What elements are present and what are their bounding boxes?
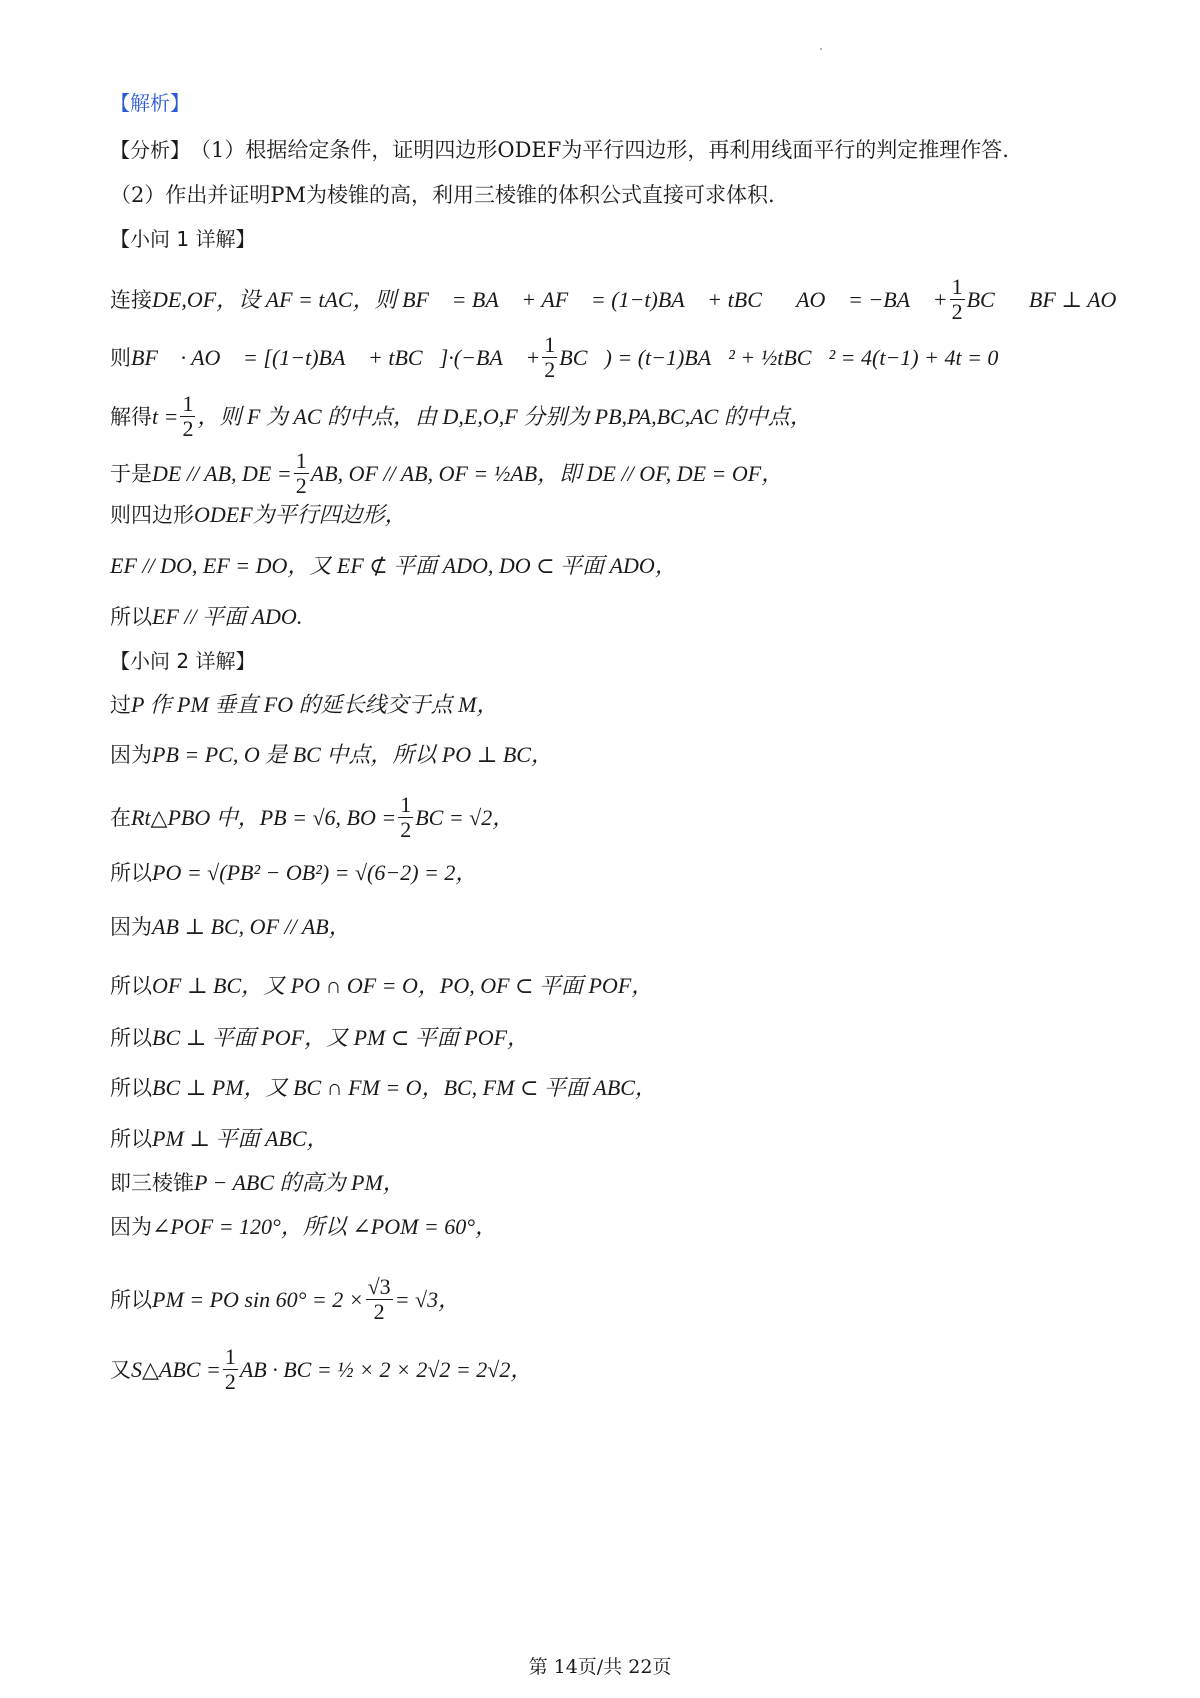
line-prefix: 因为	[110, 915, 152, 939]
part2-line-6	[110, 971, 1140, 1001]
part1-line-5	[110, 500, 1140, 530]
line-prefix: 则四边形	[110, 503, 194, 527]
line-prefix: 在	[110, 805, 131, 830]
part2-line-5	[110, 912, 1140, 942]
line-prefix: 所以	[110, 605, 152, 629]
line-prefix: 即三棱锥	[110, 1171, 194, 1195]
part1-line-4	[110, 449, 1140, 498]
line-prefix: 所以	[110, 1076, 152, 1100]
line-prefix: 于是	[110, 461, 152, 486]
line-prefix: 因为	[110, 743, 152, 767]
math-expression-tail: AB, OF // AB, OF = ½AB，即 DE // OF, DE = OF，	[310, 460, 784, 486]
fraction-denominator: 2	[182, 416, 194, 441]
fraction-numerator: 1	[295, 448, 307, 473]
fraction	[366, 1275, 393, 1324]
part2-heading	[110, 646, 1140, 676]
analysis-line-1	[110, 135, 1140, 165]
math-expression: EF // DO, EF = DO，又 EF ⊄ 平面 ADO, DO ⊂ 平面 ADO，	[110, 553, 677, 578]
fraction-numerator: 1	[182, 391, 194, 416]
line-prefix: 所以	[110, 974, 152, 998]
math-expression: EF // 平面 ADO.	[152, 604, 303, 629]
part1-line-3	[110, 392, 1140, 441]
math-expression: AB ⊥ BC, OF // AB，	[152, 914, 351, 939]
line-prefix: 所以	[110, 1026, 152, 1050]
fraction-numerator: 1	[951, 274, 963, 299]
line-prefix: 解得	[110, 404, 152, 429]
part1-heading	[110, 224, 1140, 254]
fraction-numerator: 1	[544, 332, 556, 357]
math-expression: BC ⊥ 平面 POF，又 PM ⊂ 平面 POF，	[152, 1025, 530, 1050]
part1-line-7	[110, 602, 1140, 632]
math-expression: DE // AB, DE =	[152, 460, 292, 486]
math-expression: P 作 PM 垂直 FO 的延长线交于点 M，	[131, 692, 499, 717]
fraction	[398, 793, 413, 842]
math-expression-tail: 为平行四边形，	[252, 502, 407, 527]
analysis-text-1: （1）根据给定条件，证明四边形ODEF为平行四边形，再利用线面平行的判定推理作答.	[190, 138, 1009, 162]
part1-line-1	[110, 275, 1140, 324]
fraction	[223, 1345, 238, 1394]
math-expression: P − ABC 的高为 PM，	[194, 1170, 405, 1195]
fraction	[542, 333, 557, 382]
math-expression-tail: ，则 F 为 AC 的中点，由 D,E,O,F 分别为 PB,PA,BC,AC 的中点，	[197, 403, 812, 429]
line-prefix: 因为	[110, 1215, 152, 1239]
line-prefix: 过	[110, 693, 131, 717]
part2-line-13	[110, 1345, 1140, 1394]
part1-line-6	[110, 551, 1140, 581]
part2-heading-text: 【小问 2 详解】	[110, 649, 256, 673]
math-expression: Rt△PBO 中，PB = √6, BO =	[131, 804, 397, 830]
analysis-label: 【分析】	[110, 138, 190, 162]
fraction	[950, 275, 965, 324]
math-expression: t =	[152, 403, 179, 429]
math-expression: PM = PO sin 60° = 2 ×	[152, 1286, 364, 1312]
fraction-denominator: 2	[544, 357, 556, 382]
fraction-denominator: 2	[373, 1299, 385, 1324]
fraction-numerator: √3	[367, 1274, 391, 1299]
math-expression: PO = √(PB² − OB²) = √(6−2) = 2，	[152, 860, 478, 885]
fraction-denominator: 2	[224, 1369, 236, 1394]
math-expression: S△ABC =	[131, 1356, 221, 1382]
analysis-text-2: （2）作出并证明PM为棱锥的高，利用三棱锥的体积公式直接可求体积.	[110, 183, 775, 207]
solution-label: 【解析】	[110, 91, 190, 115]
part2-line-1	[110, 690, 1140, 720]
part2-line-2	[110, 740, 1140, 770]
part1-heading-text: 【小问 1 详解】	[110, 227, 256, 251]
fraction-numerator: 1	[224, 1344, 236, 1369]
math-expression: ODEF	[194, 502, 253, 527]
part2-line-9	[110, 1124, 1140, 1154]
line-prefix: 所以	[110, 1287, 152, 1312]
fraction-denominator: 2	[295, 473, 307, 498]
math-expression-tail: AB · BC = ½ × 2 × 2√2 = 2√2，	[239, 1356, 533, 1382]
part2-line-8	[110, 1073, 1140, 1103]
math-expression-tail: BC⃗) = (t−1)BA⃗² + ½tBC⃗² = 4(t−1) + 4t = 0，	[559, 344, 1016, 370]
math-expression-tail: = √3，	[394, 1286, 461, 1312]
solution-header	[110, 88, 1140, 118]
math-expression: BC ⊥ PM，又 BC ∩ FM = O，BC, FM ⊂ 平面 ABC，	[152, 1075, 657, 1100]
fraction-numerator: 1	[400, 792, 412, 817]
part2-line-12	[110, 1275, 1140, 1324]
part2-line-3	[110, 793, 1140, 842]
page-footer: 第 14页/共 22页	[528, 1656, 672, 1678]
math-expression-tail: BC = √2，	[415, 804, 515, 830]
math-expression: PM ⊥ 平面 ABC，	[152, 1126, 329, 1151]
line-prefix: 连接	[110, 287, 152, 312]
part2-line-4	[110, 858, 1140, 888]
part2-line-10	[110, 1168, 1140, 1198]
part2-line-11	[110, 1212, 1140, 1242]
fraction	[294, 449, 309, 498]
fraction	[180, 392, 195, 441]
math-expression: ∠POF = 120°，所以 ∠POM = 60°，	[152, 1214, 498, 1239]
math-expression-tail: BC⃗，BF ⊥ AO，	[966, 286, 1134, 312]
math-expression: OF ⊥ BC，又 PO ∩ OF = O，PO, OF ⊂ 平面 POF，	[152, 973, 654, 998]
fraction-denominator: 2	[951, 299, 963, 324]
math-expression: BF⃗ · AO⃗ = [(1−t)BA⃗ + tBC⃗]·(−BA⃗ +	[131, 344, 541, 370]
analysis-line-2	[110, 180, 1140, 210]
line-prefix: 则	[110, 345, 131, 370]
math-expression: DE,OF，设 AF = tAC，则 BF⃗ = BA⃗ + AF⃗ = (1−t)BA⃗ + tBC⃗，AO⃗ = −BA⃗ +	[152, 286, 948, 312]
part1-line-2	[110, 333, 1140, 382]
fraction-denominator: 2	[400, 817, 412, 842]
line-prefix: 所以	[110, 1127, 152, 1151]
math-expression: PB = PC, O 是 BC 中点，所以 PO ⊥ BC，	[152, 742, 553, 767]
scan-dot	[820, 48, 822, 50]
part2-line-7	[110, 1023, 1140, 1053]
line-prefix: 所以	[110, 861, 152, 885]
line-prefix: 又	[110, 1357, 131, 1382]
